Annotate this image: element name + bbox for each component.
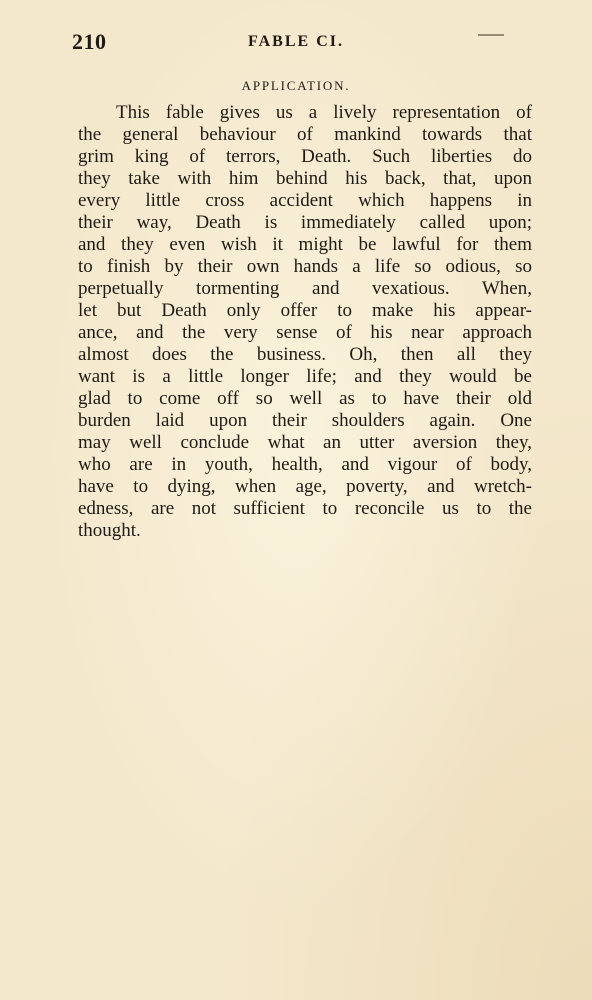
- text-line: This fable gives us a lively representation of: [116, 102, 532, 123]
- text-line: burden laid upon their shoulders again. One: [78, 410, 532, 431]
- text-line: they take with him behind his back, that, upon: [78, 168, 532, 189]
- text-line: have to dying, when age, poverty, and wretch-: [78, 476, 532, 497]
- text-line: their way, Death is immediately called upon;: [78, 212, 532, 233]
- page-number: 210: [72, 29, 107, 54]
- section-heading: APPLICATION.: [241, 78, 351, 93]
- text-line: edness, are not sufficient to reconcile us to the: [78, 498, 532, 519]
- text-line: and they even wish it might be lawful for them: [78, 234, 532, 255]
- body-paragraph: [78, 102, 532, 542]
- text-line: thought.: [78, 520, 141, 541]
- text-line: grim king of terrors, Death. Such liberties do: [78, 146, 532, 167]
- print-mark: [478, 34, 504, 36]
- text-line: want is a little longer life; and they would be: [78, 366, 532, 387]
- text-line: let but Death only offer to make his appear-: [78, 300, 532, 321]
- text-line: who are in youth, health, and vigour of body,: [78, 454, 532, 475]
- text-line: glad to come off so well as to have their old: [78, 388, 532, 409]
- text-line: perpetually tormenting and vexatious. When,: [78, 278, 532, 299]
- text-line: ance, and the very sense of his near approach: [78, 322, 532, 343]
- text-line: may well conclude what an utter aversion they,: [78, 432, 532, 453]
- running-head: FABLE CI.: [248, 33, 344, 50]
- text-line: every little cross accident which happens in: [78, 190, 532, 211]
- text-line: almost does the business. Oh, then all they: [78, 344, 532, 365]
- text-line: the general behaviour of mankind towards that: [78, 124, 532, 145]
- text-line: to finish by their own hands a life so odious, so: [78, 256, 532, 277]
